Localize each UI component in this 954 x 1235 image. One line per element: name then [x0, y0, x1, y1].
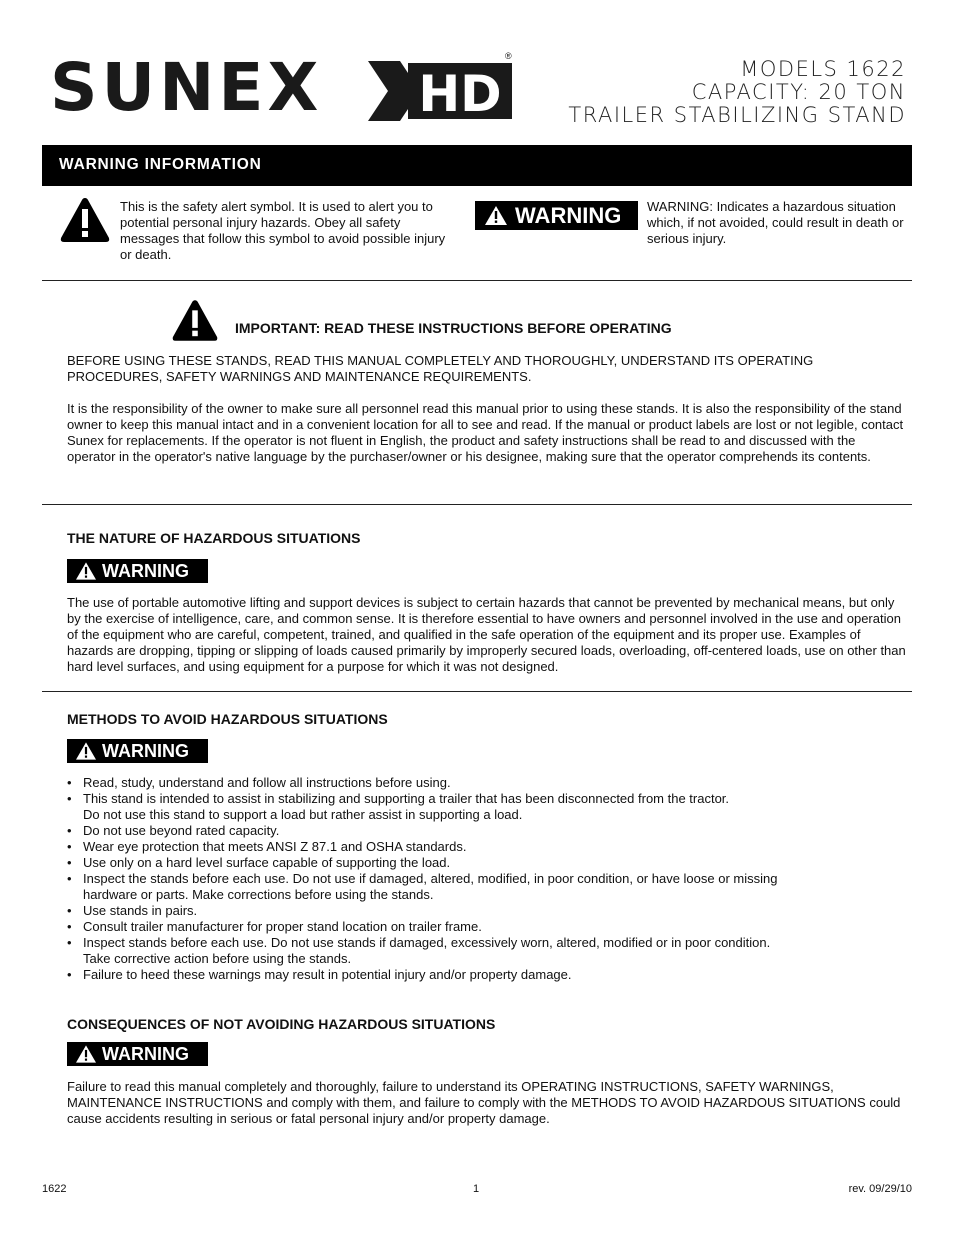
section-title: WARNING INFORMATION	[59, 156, 262, 173]
logo-badge-text: HD	[418, 65, 502, 121]
warning-icon	[485, 206, 507, 225]
warning-label	[67, 739, 208, 763]
important-alert-icon	[171, 298, 219, 343]
list-item: • Consult trailer manufacturer for proper stand location on trailer frame.	[67, 919, 907, 935]
list-item: • This stand is intended to assist in stabilizing and supporting a trailer that has been disconnected from the tractor. Do not use this stand to support a load but rather assist in supporting a load.	[67, 791, 907, 823]
warning-label	[67, 1042, 208, 1066]
footer-model: 1622	[42, 1183, 67, 1195]
important-heading: IMPORTANT: READ THESE INSTRUCTIONS BEFORE OPERATING	[235, 320, 672, 336]
list-item: • Do not use beyond rated capacity.	[67, 823, 907, 839]
nature-heading: THE NATURE OF HAZARDOUS SITUATIONS	[67, 530, 361, 546]
warning-label	[475, 201, 638, 230]
warning-icon	[76, 742, 96, 760]
list-item: • Read, study, understand and follow all instructions before using.	[67, 775, 907, 791]
methods-list	[67, 775, 907, 983]
divider	[42, 504, 912, 505]
warning-label-text: WARNING	[515, 203, 622, 228]
warning-information-bar	[42, 145, 912, 186]
warning-icon	[76, 1045, 96, 1063]
sunex-hd-logo	[50, 49, 512, 126]
list-item: • Failure to heed these warnings may result in potential injury and/or property damage.	[67, 967, 907, 983]
hd-badge-icon	[368, 61, 512, 121]
list-item: • Inspect the stands before each use. Do not use if damaged, altered, modified, in poor condition, or have loose or missing hardware or parts. Make corrections before using the stands.	[67, 871, 907, 903]
list-item: • Wear eye protection that meets ANSI Z 87.1 and OSHA standards.	[67, 839, 907, 855]
warning-icon	[76, 562, 96, 580]
important-paragraph-2: It is the responsibility of the owner to make sure all personnel read this manual prior to using these stands. It is also the responsibility of the stand owner to keep this manual intact and in a convenient location for all to see and read. If the manual or product labels are lost or not legible, contact Sunex for replacements. If the operator is not fluent in English, the product and safety instructions shall be read to and discussed with the operator in the operator's native language by the purchaser/owner or his designee, making sure that the operator comprehends its contents.	[67, 401, 904, 464]
divider	[42, 691, 912, 692]
warning-label-text: WARNING	[102, 1044, 189, 1064]
alert-symbol-description: This is the safety alert symbol. It is used to alert you to potential personal injury hazards. Obey all safety messages that follow this symbol to avoid possible injury or death.	[120, 199, 446, 262]
revision-date: rev. 09/29/10	[848, 1183, 912, 1195]
warning-definition: WARNING: Indicates a hazardous situation which, if not avoided, could result in death or serious injury.	[647, 199, 904, 246]
title-line-capacity: CAPACITY: 20 TON	[691, 80, 906, 104]
important-paragraph-1: BEFORE USING THESE STANDS, READ THIS MANUAL COMPLETELY AND THOROUGHLY, UNDERSTAND ITS OPERATING PROCEDURES, SAFETY WARNINGS AND MAINTENANCE REQUIREMENTS.	[67, 353, 814, 384]
warning-label-text: WARNING	[102, 741, 189, 761]
page-number: 1	[473, 1183, 480, 1195]
consequences-text: Failure to read this manual completely and thoroughly, failure to understand its OPERATING INSTRUCTIONS, SAFETY WARNINGS, MAINTENANCE INSTRUCTIONS and comply with them, and failure to comply with the METHODS TO AVOID HAZARDOUS SITUATIONS could cause accidents resulting in serious or fatal personal injury and/or property damage.	[67, 1079, 901, 1126]
title-line-product: TRAILER STABILIZING STAND	[568, 103, 906, 127]
methods-heading: METHODS TO AVOID HAZARDOUS SITUATIONS	[67, 711, 388, 727]
list-item: • Inspect stands before each use. Do not use stands if damaged, excessively worn, altered, modified or in poor condition. Take corrective action before using the stands.	[67, 935, 907, 967]
nature-text: The use of portable automotive lifting and support devices is subject to certain hazards that cannot be prevented by mechanical means, but only by the exercise of intelligence, care, and common sense. It is therefore essential to have owners and personnel involved in the use and operation of the equipment who are careful, competent, trained, and qualified in the safe operation of the equipment and its proper use. Examples of hazards are dropping, tipping or slipping of loads caused primarily by improperly secured loads, overloading, off-centered loads, use on other than hard level surfaces, and using equipment for a purpose for which it was not designed.	[67, 595, 906, 674]
list-item: • Use stands in pairs.	[67, 903, 907, 919]
consequences-heading: CONSEQUENCES OF NOT AVOIDING HAZARDOUS SITUATIONS	[67, 1016, 496, 1032]
warning-label-text: WARNING	[102, 561, 189, 581]
logo-wordmark: SUNEX	[50, 49, 323, 126]
title-line-model: MODELS 1622	[740, 57, 906, 81]
list-item: • Use only on a hard level surface capable of supporting the load.	[67, 855, 907, 871]
divider	[42, 280, 912, 281]
document-title	[568, 58, 906, 127]
registered-mark: ®	[505, 51, 512, 61]
warning-label	[67, 559, 208, 583]
safety-alert-icon	[59, 196, 111, 244]
